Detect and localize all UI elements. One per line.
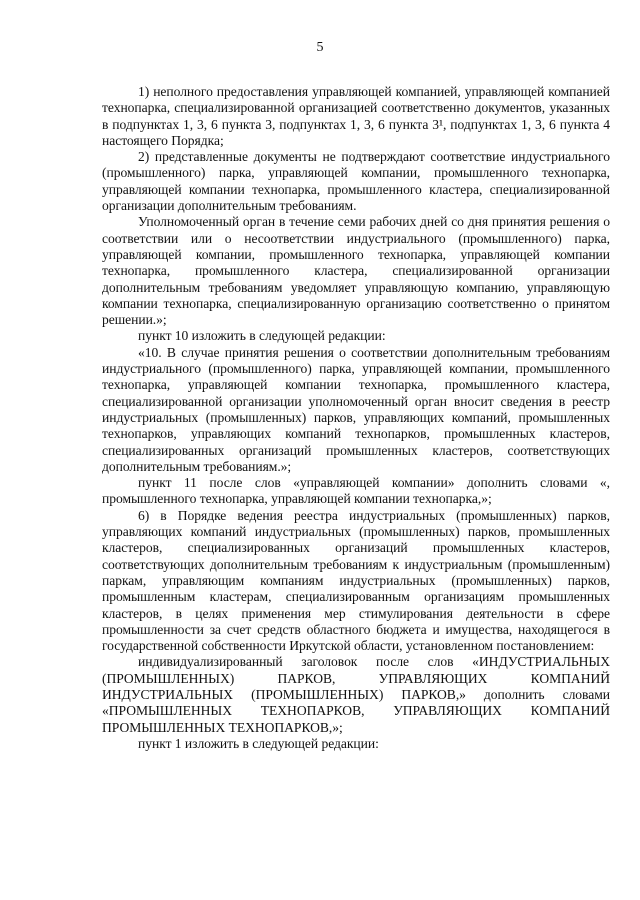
paragraph-subitem-2: 2) представленные документы не подтверждают соответствие индустриального (промышленного) парка, управляющей компании, промышленного технопарка, управляющей компании технопарка, промышленного кластера, специализированной организации дополнительным требованиям. xyxy=(102,149,610,214)
page-number: 5 xyxy=(316,40,324,55)
paragraph-item-11: пункт 11 после слов «управляющей компании» дополнить словами «, промышленного технопарка, управляющей компании технопарка,»; xyxy=(102,475,610,507)
paragraph-item-1-intro: пункт 1 изложить в следующей редакции: xyxy=(138,735,379,751)
paragraph-item-10-text: «10. В случае принятия решения о соответствии дополнительным требованиям индустриального (промышленного) парка, управляющей компании, промышленного технопарка, управляющей компании технопарка, промышленного кластера, специализированной организации уполномоченный орган вносит сведения в реестр индустриальных (промышленных) парков, управляющих компаний, промышленных технопарков, управляющих компаний технопарков, промышленных кластеров, специализированных организаций промышленных кластеров, соответствующих дополнительным требованиям.»; xyxy=(102,344,610,474)
paragraph-subitem-1: 1) неполного предоставления управляющей компанией, управляющей компанией технопарка, специализированной организацией соответственно документов, указанных в подпунктах 1, 3, 6 пункта 3, подпунктах 1, 3, 6 пункта 3¹, подпунктах 1, 3, 6 пункта 4 настоящего Порядка; xyxy=(102,84,610,148)
paragraph-registry-order: 6) в Порядке ведения реестра индустриальных (промышленных) парков, управляющих компаний индустриальных (промышленных) парков, промышленных кластеров, специализированных организаций промышленных кластеров, соответствующих дополнительным требованиям к индустриальным (промышленным) паркам, управляющим компаниям индустриальных (промышленных) парков, промышленным кластерам, специализированным организациям промышленных кластеров, в целях применения мер стимулирования деятельности в сфере промышленности за счет средств областного бюджета и имущества, находящегося в государственной собственности Иркутской области, установленном постановлением: xyxy=(102,507,610,654)
paragraph-item-10-intro: пункт 10 изложить в следующей редакции: xyxy=(138,328,386,344)
paragraph-notification: Уполномоченный орган в течение семи рабочих дней со дня принятия решения о соответствии или о несоответствии индустриального (промышленного) парка, управляющей компании, промышленного технопарка, управляющей компании технопарка, промышленного кластера, специализированной организации дополнительным требованиям уведомляет управляющую компанию, управляющую компании технопарка, специализированную организацию соответственно о принятом решении.»; xyxy=(102,214,610,328)
paragraph-heading-amendment: индивидуализированный заголовок после слов «ИНДУСТРИАЛЬНЫХ (ПРОМЫШЛЕННЫХ) ПАРКОВ, УПРАВЛЯЮЩИХ КОМПАНИЙ ИНДУСТРИАЛЬНЫХ (ПРОМЫШЛЕННЫХ) ПАРКОВ,» дополнить словами «ПРОМЫШЛЕННЫХ ТЕХНОПАРКОВ, УПРАВЛЯЮЩИХ КОМПАНИЙ ПРОМЫШЛЕННЫХ ТЕХНОПАРКОВ,»; xyxy=(102,654,610,735)
document-body xyxy=(102,84,610,752)
